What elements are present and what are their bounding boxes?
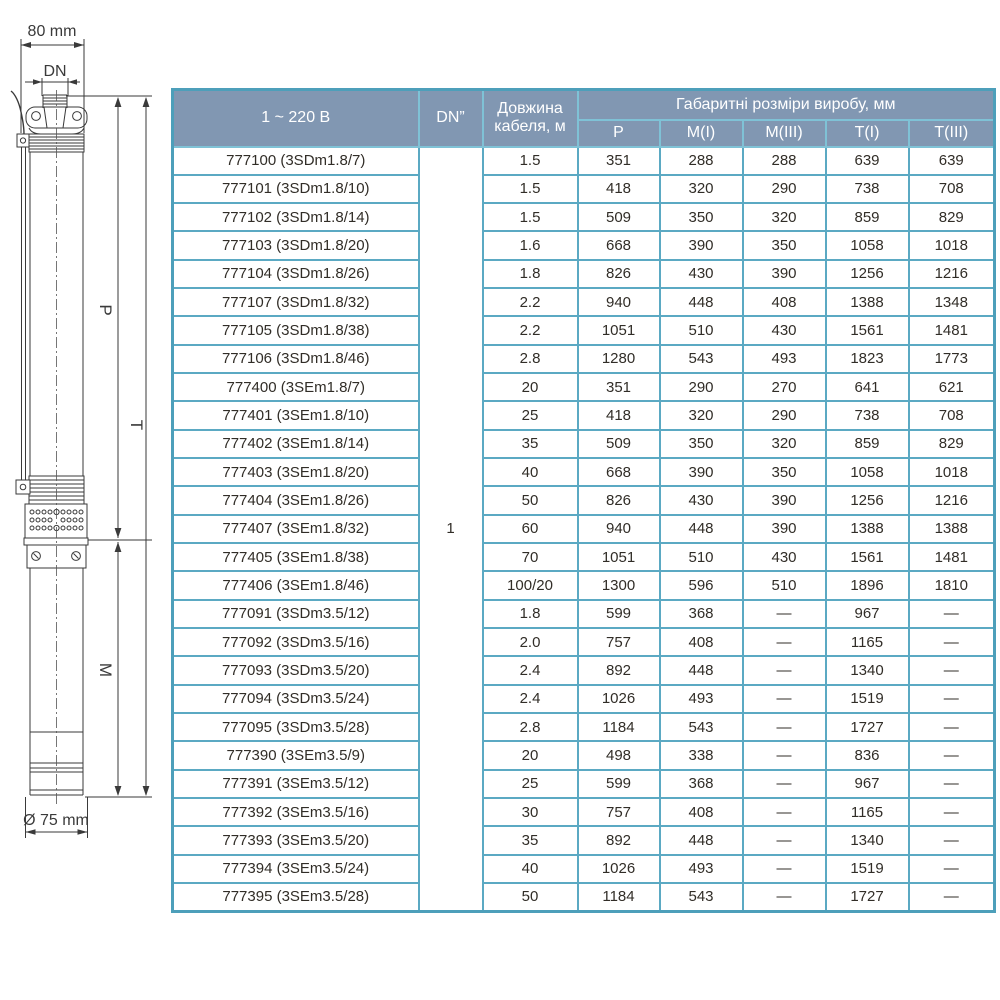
model-cell: 777091 (3SDm3.5/12) xyxy=(173,600,419,628)
dim-miii-cell: 350 xyxy=(743,458,826,486)
cable-length-cell: 60 xyxy=(483,515,578,543)
table-row xyxy=(173,231,995,259)
dim-tiii-cell: 1810 xyxy=(909,571,995,599)
dim-miii-cell: 290 xyxy=(743,175,826,203)
model-cell: 777107 (3SDm1.8/32) xyxy=(173,288,419,316)
table-row xyxy=(173,288,995,316)
dim-tiii-cell: 708 xyxy=(909,401,995,429)
pump-drawing-svg xyxy=(0,0,170,880)
dim-miii-cell: 493 xyxy=(743,345,826,373)
table-row xyxy=(173,855,995,883)
dim-ti-cell: 1727 xyxy=(826,713,909,741)
cable-length-cell: 1.5 xyxy=(483,203,578,231)
cable-length-cell: 20 xyxy=(483,373,578,401)
dim-ti-cell: 738 xyxy=(826,401,909,429)
dim-tiii-cell: 639 xyxy=(909,147,995,175)
dim-tiii-cell: 1773 xyxy=(909,345,995,373)
dim-miii-cell: 430 xyxy=(743,316,826,344)
table-row xyxy=(173,458,995,486)
dim-miii-cell: — xyxy=(743,685,826,713)
dim-tiii-cell: — xyxy=(909,685,995,713)
table-row xyxy=(173,826,995,854)
dim-mi-cell: 350 xyxy=(660,203,743,231)
cable-length-cell: 1.5 xyxy=(483,175,578,203)
model-cell: 777405 (3SEm1.8/38) xyxy=(173,543,419,571)
table-row xyxy=(173,175,995,203)
model-cell: 777407 (3SEm1.8/32) xyxy=(173,515,419,543)
dim-label-dn: DN xyxy=(43,63,67,80)
dim-ti-cell: 1561 xyxy=(826,543,909,571)
cable-length-cell: 35 xyxy=(483,430,578,458)
dim-ti-cell: 1388 xyxy=(826,515,909,543)
table-row xyxy=(173,515,995,543)
dim-ti-cell: 859 xyxy=(826,430,909,458)
dim-miii-cell: — xyxy=(743,656,826,684)
dim-miii-cell: — xyxy=(743,713,826,741)
model-cell: 777094 (3SDm3.5/24) xyxy=(173,685,419,713)
dim-ti-cell: 1058 xyxy=(826,458,909,486)
dim-tiii-cell: — xyxy=(909,600,995,628)
cable-length-cell: 40 xyxy=(483,855,578,883)
table-row xyxy=(173,713,995,741)
dim-p-cell: 1026 xyxy=(578,855,660,883)
col-header-mi: M(I) xyxy=(660,120,743,147)
dim-mi-cell: 493 xyxy=(660,685,743,713)
dim-ti-cell: 1519 xyxy=(826,685,909,713)
dim-tiii-cell: — xyxy=(909,826,995,854)
model-cell: 777394 (3SEm3.5/24) xyxy=(173,855,419,883)
model-cell: 777101 (3SDm1.8/10) xyxy=(173,175,419,203)
dim-ti-cell: 639 xyxy=(826,147,909,175)
dim-p-cell: 599 xyxy=(578,770,660,798)
dim-p-cell: 509 xyxy=(578,430,660,458)
dim-p-cell: 668 xyxy=(578,458,660,486)
dim-p-cell: 509 xyxy=(578,203,660,231)
dim-ti-cell: 1165 xyxy=(826,798,909,826)
table-row xyxy=(173,770,995,798)
dim-p-cell: 1026 xyxy=(578,685,660,713)
dim-miii-cell: 390 xyxy=(743,515,826,543)
dim-mi-cell: 368 xyxy=(660,770,743,798)
model-cell: 777092 (3SDm3.5/16) xyxy=(173,628,419,656)
dim-miii-cell: — xyxy=(743,628,826,656)
dim-p-cell: 940 xyxy=(578,515,660,543)
dim-mi-cell: 320 xyxy=(660,175,743,203)
table-row xyxy=(173,798,995,826)
dim-ti-cell: 967 xyxy=(826,770,909,798)
dim-ti-cell: 836 xyxy=(826,741,909,769)
table-row xyxy=(173,401,995,429)
dn-value-cell: 1 xyxy=(419,147,483,912)
dim-tiii-cell: — xyxy=(909,883,995,911)
model-cell: 777400 (3SEm1.8/7) xyxy=(173,373,419,401)
model-cell: 777391 (3SEm3.5/12) xyxy=(173,770,419,798)
dim-mi-cell: 493 xyxy=(660,855,743,883)
model-cell: 777093 (3SDm3.5/20) xyxy=(173,656,419,684)
model-cell: 777402 (3SEm1.8/14) xyxy=(173,430,419,458)
dim-miii-cell: 270 xyxy=(743,373,826,401)
dim-tiii-cell: 1018 xyxy=(909,231,995,259)
dim-tiii-cell: — xyxy=(909,741,995,769)
col-header-cable-length: Довжина кабеля, м xyxy=(483,90,578,147)
dim-ti-cell: 1165 xyxy=(826,628,909,656)
dim-ti-cell: 1256 xyxy=(826,260,909,288)
dim-ti-cell: 1058 xyxy=(826,231,909,259)
pump-spec-table xyxy=(171,88,996,913)
dim-p-cell: 1300 xyxy=(578,571,660,599)
dim-p-cell: 599 xyxy=(578,600,660,628)
dim-label-m: M xyxy=(96,662,115,678)
dim-tiii-cell: 1481 xyxy=(909,316,995,344)
dim-tiii-cell: 1348 xyxy=(909,288,995,316)
dim-ti-cell: 1519 xyxy=(826,855,909,883)
table-row xyxy=(173,430,995,458)
cable-length-cell: 25 xyxy=(483,770,578,798)
dim-p-cell: 940 xyxy=(578,288,660,316)
model-cell: 777102 (3SDm1.8/14) xyxy=(173,203,419,231)
dim-tiii-cell: — xyxy=(909,770,995,798)
dim-ti-cell: 1823 xyxy=(826,345,909,373)
dim-mi-cell: 350 xyxy=(660,430,743,458)
dim-p-cell: 757 xyxy=(578,798,660,826)
dim-mi-cell: 408 xyxy=(660,628,743,656)
dim-mi-cell: 390 xyxy=(660,458,743,486)
model-cell: 777393 (3SEm3.5/20) xyxy=(173,826,419,854)
model-cell: 777106 (3SDm1.8/46) xyxy=(173,345,419,373)
dim-p-cell: 1184 xyxy=(578,883,660,911)
dim-ti-cell: 1340 xyxy=(826,826,909,854)
dim-tiii-cell: 1481 xyxy=(909,543,995,571)
table-row xyxy=(173,883,995,911)
col-header-dimensions-group: Габаритні розміри виробу, мм xyxy=(578,90,995,120)
dim-mi-cell: 338 xyxy=(660,741,743,769)
dim-p-cell: 757 xyxy=(578,628,660,656)
model-cell: 777404 (3SEm1.8/26) xyxy=(173,486,419,514)
dim-mi-cell: 368 xyxy=(660,600,743,628)
dim-miii-cell: 510 xyxy=(743,571,826,599)
dim-label-p: P xyxy=(96,304,115,316)
dim-miii-cell: — xyxy=(743,883,826,911)
table-row xyxy=(173,628,995,656)
dim-tiii-cell: — xyxy=(909,855,995,883)
model-cell: 777105 (3SDm1.8/38) xyxy=(173,316,419,344)
dim-mi-cell: 448 xyxy=(660,515,743,543)
model-cell: 777103 (3SDm1.8/20) xyxy=(173,231,419,259)
dim-ti-cell: 1256 xyxy=(826,486,909,514)
col-header-p: P xyxy=(578,120,660,147)
dim-tiii-cell: — xyxy=(909,628,995,656)
dim-label-80mm: 80 mm xyxy=(27,23,77,40)
dim-miii-cell: 390 xyxy=(743,260,826,288)
dim-p-cell: 1280 xyxy=(578,345,660,373)
dim-miii-cell: — xyxy=(743,855,826,883)
dim-miii-cell: — xyxy=(743,600,826,628)
cable-length-cell: 2.0 xyxy=(483,628,578,656)
cable-length-cell: 20 xyxy=(483,741,578,769)
dim-p-cell: 1184 xyxy=(578,713,660,741)
col-header-voltage: 1 ~ 220 В xyxy=(173,90,419,147)
dim-miii-cell: — xyxy=(743,826,826,854)
dim-ti-cell: 967 xyxy=(826,600,909,628)
cable-length-cell: 50 xyxy=(483,486,578,514)
table-row xyxy=(173,600,995,628)
dim-miii-cell: 390 xyxy=(743,486,826,514)
table-row xyxy=(173,147,995,175)
dim-ti-cell: 1561 xyxy=(826,316,909,344)
dim-mi-cell: 510 xyxy=(660,316,743,344)
dim-mi-cell: 448 xyxy=(660,288,743,316)
cable-length-cell: 2.4 xyxy=(483,656,578,684)
table-row xyxy=(173,260,995,288)
dim-tiii-cell: 1216 xyxy=(909,260,995,288)
dim-mi-cell: 320 xyxy=(660,401,743,429)
dim-tiii-cell: 829 xyxy=(909,203,995,231)
dim-mi-cell: 543 xyxy=(660,713,743,741)
cable-length-cell: 100/20 xyxy=(483,571,578,599)
dim-tiii-cell: 621 xyxy=(909,373,995,401)
dim-mi-cell: 596 xyxy=(660,571,743,599)
table-row xyxy=(173,656,995,684)
cable-length-cell: 1.8 xyxy=(483,260,578,288)
model-cell: 777095 (3SDm3.5/28) xyxy=(173,713,419,741)
model-cell: 777401 (3SEm1.8/10) xyxy=(173,401,419,429)
table-row xyxy=(173,685,995,713)
cable-length-cell: 2.4 xyxy=(483,685,578,713)
dim-p-cell: 668 xyxy=(578,231,660,259)
dim-mi-cell: 448 xyxy=(660,826,743,854)
cable-length-cell: 2.8 xyxy=(483,713,578,741)
dim-miii-cell: 320 xyxy=(743,430,826,458)
cable-length-cell: 35 xyxy=(483,826,578,854)
dim-p-cell: 826 xyxy=(578,260,660,288)
dim-p-cell: 418 xyxy=(578,401,660,429)
dim-ti-cell: 1896 xyxy=(826,571,909,599)
model-cell: 777390 (3SEm3.5/9) xyxy=(173,741,419,769)
dim-tiii-cell: 708 xyxy=(909,175,995,203)
col-header-ti: T(I) xyxy=(826,120,909,147)
table-row xyxy=(173,571,995,599)
table-row xyxy=(173,203,995,231)
dim-miii-cell: — xyxy=(743,798,826,826)
dim-label-t: T xyxy=(127,419,146,431)
dim-mi-cell: 430 xyxy=(660,260,743,288)
dim-tiii-cell: 1216 xyxy=(909,486,995,514)
dim-mi-cell: 408 xyxy=(660,798,743,826)
cable-length-cell: 2.8 xyxy=(483,345,578,373)
dim-miii-cell: 290 xyxy=(743,401,826,429)
dim-mi-cell: 543 xyxy=(660,883,743,911)
model-cell: 777395 (3SEm3.5/28) xyxy=(173,883,419,911)
dim-tiii-cell: 1388 xyxy=(909,515,995,543)
cable-length-cell: 30 xyxy=(483,798,578,826)
dim-label-diameter: Ø 75 mm xyxy=(23,812,89,829)
dim-tiii-cell: 829 xyxy=(909,430,995,458)
cable-length-cell: 40 xyxy=(483,458,578,486)
col-header-dn: DN” xyxy=(419,90,483,147)
cable-length-cell: 50 xyxy=(483,883,578,911)
cable-length-cell: 1.6 xyxy=(483,231,578,259)
dim-miii-cell: 430 xyxy=(743,543,826,571)
dim-tiii-cell: 1018 xyxy=(909,458,995,486)
dim-p-cell: 892 xyxy=(578,826,660,854)
dim-miii-cell: 288 xyxy=(743,147,826,175)
pump-technical-drawing xyxy=(0,0,170,880)
dim-mi-cell: 448 xyxy=(660,656,743,684)
dim-p-cell: 1051 xyxy=(578,316,660,344)
table-row xyxy=(173,486,995,514)
table-row xyxy=(173,741,995,769)
dim-p-cell: 498 xyxy=(578,741,660,769)
dim-ti-cell: 1727 xyxy=(826,883,909,911)
dim-tiii-cell: — xyxy=(909,713,995,741)
dim-mi-cell: 543 xyxy=(660,345,743,373)
dim-miii-cell: 350 xyxy=(743,231,826,259)
model-cell: 777403 (3SEm1.8/20) xyxy=(173,458,419,486)
dim-mi-cell: 430 xyxy=(660,486,743,514)
model-cell: 777392 (3SEm3.5/16) xyxy=(173,798,419,826)
col-header-tiii: T(III) xyxy=(909,120,995,147)
table-row xyxy=(173,373,995,401)
dim-p-cell: 351 xyxy=(578,373,660,401)
cable-length-cell: 1.8 xyxy=(483,600,578,628)
dim-p-cell: 826 xyxy=(578,486,660,514)
dim-tiii-cell: — xyxy=(909,656,995,684)
cable-length-cell: 2.2 xyxy=(483,316,578,344)
model-cell: 777104 (3SDm1.8/26) xyxy=(173,260,419,288)
model-cell: 777406 (3SEm1.8/46) xyxy=(173,571,419,599)
model-cell: 777100 (3SDm1.8/7) xyxy=(173,147,419,175)
cable-length-cell: 70 xyxy=(483,543,578,571)
dim-miii-cell: 320 xyxy=(743,203,826,231)
col-header-miii: M(III) xyxy=(743,120,826,147)
table-row xyxy=(173,316,995,344)
dim-tiii-cell: — xyxy=(909,798,995,826)
dim-ti-cell: 738 xyxy=(826,175,909,203)
dim-mi-cell: 510 xyxy=(660,543,743,571)
cable-length-cell: 25 xyxy=(483,401,578,429)
table-row xyxy=(173,543,995,571)
dim-miii-cell: 408 xyxy=(743,288,826,316)
dim-ti-cell: 1388 xyxy=(826,288,909,316)
dim-mi-cell: 290 xyxy=(660,373,743,401)
dim-miii-cell: — xyxy=(743,770,826,798)
dim-p-cell: 351 xyxy=(578,147,660,175)
dim-ti-cell: 641 xyxy=(826,373,909,401)
dim-p-cell: 892 xyxy=(578,656,660,684)
dim-ti-cell: 859 xyxy=(826,203,909,231)
dim-p-cell: 418 xyxy=(578,175,660,203)
dim-p-cell: 1051 xyxy=(578,543,660,571)
dim-mi-cell: 288 xyxy=(660,147,743,175)
cable-length-cell: 1.5 xyxy=(483,147,578,175)
dim-ti-cell: 1340 xyxy=(826,656,909,684)
table-row xyxy=(173,345,995,373)
dim-miii-cell: — xyxy=(743,741,826,769)
dim-mi-cell: 390 xyxy=(660,231,743,259)
cable-length-cell: 2.2 xyxy=(483,288,578,316)
